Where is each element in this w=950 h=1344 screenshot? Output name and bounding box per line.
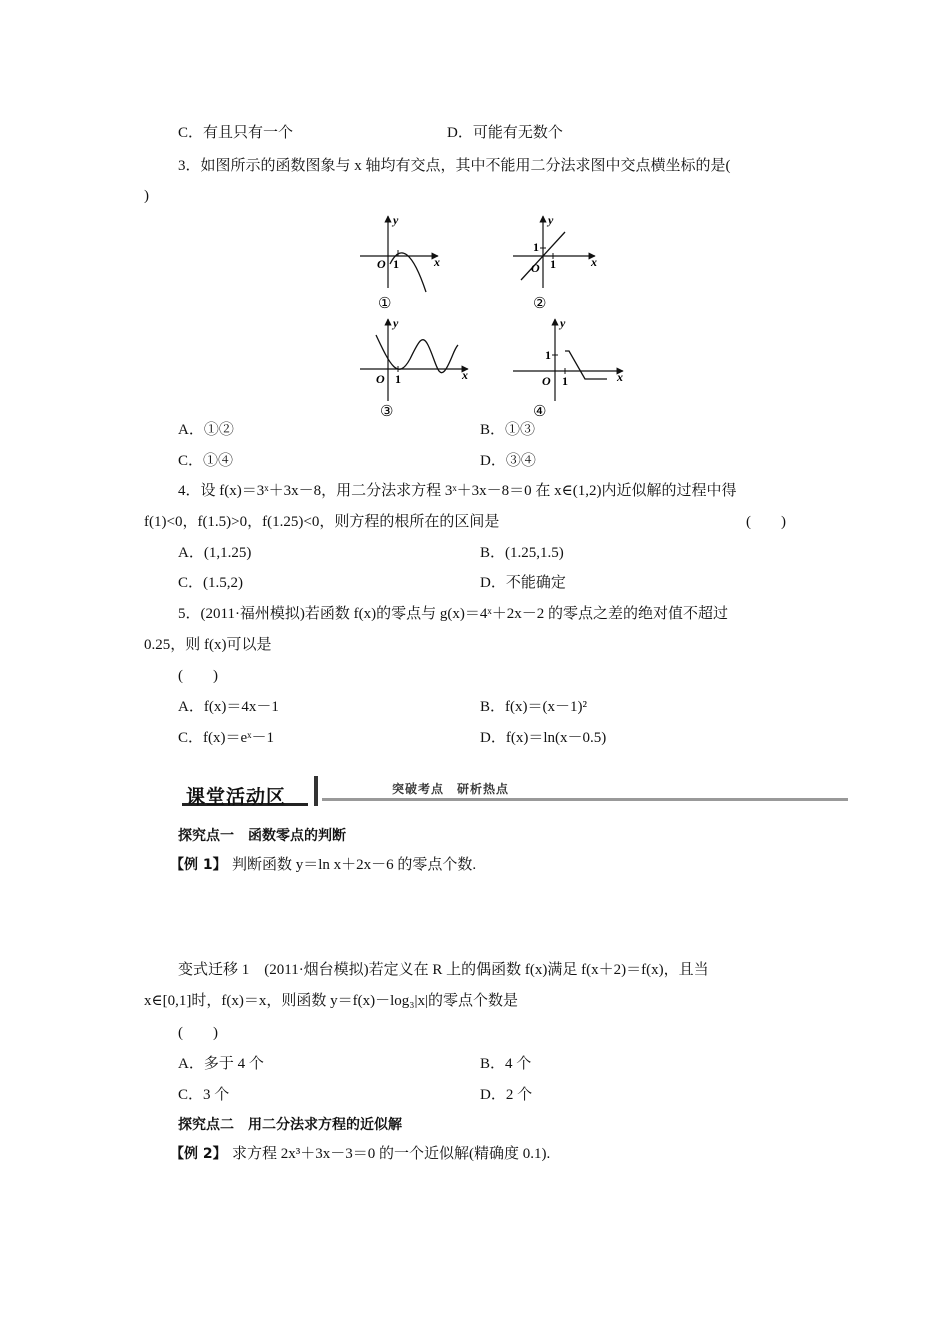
q5-stem-line2: 0.25，则 f(x)可以是 [144, 637, 272, 653]
graph-1-caption: ① [378, 296, 392, 312]
banner-rule [322, 798, 848, 801]
example2-tag: 【例 2】 [170, 1146, 227, 1162]
q4-option-c: C．(1.5,2) [178, 575, 243, 591]
banner-title: 课堂活动区 [186, 786, 287, 808]
graph-2-origin: O [531, 261, 540, 275]
q5-option-d: D．f(x)＝ln(x－0.5) [480, 730, 607, 746]
graph-2-tick-one-x: 1 [550, 257, 556, 271]
graph-3-caption: ③ [380, 404, 394, 420]
graph-3-x-label: x [462, 368, 468, 382]
q4-option-a: A．(1,1.25) [178, 545, 252, 561]
q5-option-b: B．f(x)＝(x－1)² [480, 699, 587, 715]
graph-4-y-label: y [560, 316, 566, 330]
graph-3-tick-one: 1 [395, 372, 401, 386]
graph-4-origin: O [542, 374, 551, 388]
banner-divider-bar [314, 776, 318, 806]
graph-2 [513, 213, 597, 312]
graph-2-x-label: x [591, 255, 597, 269]
q5-answer-paren: ( ) [178, 668, 218, 684]
explore2-heading: 探究点二 用二分法求方程的近似解 [178, 1117, 402, 1133]
q5-option-c: C．f(x)＝eˣ－1 [178, 730, 274, 746]
graph-3-origin: O [376, 372, 385, 386]
banner-subtitle: 突破考点 研析热点 [392, 782, 510, 796]
variant1-answer-paren: ( ) [178, 1025, 218, 1041]
graph-2-caption: ② [533, 296, 547, 312]
variant1-line1: 变式迁移 1 (2011·烟台模拟)若定义在 R 上的偶函数 f(x)满足 f(x＋2)＝f(x)，且当 [178, 962, 709, 978]
q3-option-a: A．①② [178, 422, 234, 438]
graph-3-y-label: y [393, 316, 399, 330]
q4-stem-line2: f(1)<0，f(1.5)>0，f(1.25)<0，则方程的根所在的区间是 [144, 514, 500, 530]
variant1-option-c: C．3 个 [178, 1087, 230, 1103]
graph-1 [360, 213, 440, 312]
graph-4-tick-one-x: 1 [562, 374, 568, 388]
q5-stem-line1: 5．(2011·福州模拟)若函数 f(x)的零点与 g(x)＝4ˣ＋2x－2 的零点之差的绝对值不超过 [178, 606, 728, 622]
graph-4 [513, 316, 623, 420]
q2-option-d: D．可能有无数个 [447, 125, 563, 141]
graph-3 [360, 316, 468, 420]
variant1-option-b: B．4 个 [480, 1056, 532, 1072]
q2-option-c: C．有且只有一个 [178, 125, 294, 141]
graph-2-tick-one-y: 1 [533, 240, 539, 254]
q4-option-d: D．不能确定 [480, 575, 566, 591]
q3-graphs-figure [350, 210, 640, 420]
graph-2-y-label: y [548, 213, 554, 227]
variant1-option-d: D．2 个 [480, 1087, 533, 1103]
q4-answer-paren: ( ) [746, 514, 786, 530]
q3-option-c: C．①④ [178, 453, 234, 469]
q3-stem-line2: ) [144, 188, 149, 204]
graph-4-caption: ④ [533, 404, 547, 420]
graph-1-x-label: x [434, 255, 440, 269]
q3-stem-line1: 3．如图所示的函数图象与 x 轴均有交点，其中不能用二分法求图中交点横坐标的是( [178, 158, 731, 174]
explore1-heading: 探究点一 函数零点的判断 [178, 828, 346, 844]
graph-1-origin: O [377, 257, 386, 271]
example2-text: 求方程 2x³＋3x－3＝0 的一个近似解(精确度 0.1). [232, 1146, 551, 1162]
q4-stem-line1: 4．设 f(x)＝3ˣ＋3x－8，用二分法求方程 3ˣ＋3x－8＝0 在 x∈(1,2)内近似解的过程中得 [178, 483, 737, 499]
example1-tag: 【例 1】 [170, 857, 227, 873]
variant1-line2: x∈[0,1]时，f(x)＝x，则函数 y＝f(x)－log₃|x|的零点个数是 [144, 993, 518, 1009]
example1-text: 判断函数 y＝ln x＋2x－6 的零点个数. [232, 857, 477, 873]
q3-option-d: D．③④ [480, 453, 536, 469]
graph-4-tick-one-y: 1 [545, 348, 551, 362]
q3-option-b: B．①③ [480, 422, 536, 438]
graph-1-y-label: y [393, 213, 399, 227]
graph-4-x-label: x [617, 370, 623, 384]
q5-option-a: A．f(x)＝4x－1 [178, 699, 279, 715]
q4-option-b: B．(1.25,1.5) [480, 545, 564, 561]
variant1-option-a: A．多于 4 个 [178, 1056, 264, 1072]
graph-1-tick-one: 1 [393, 257, 399, 271]
